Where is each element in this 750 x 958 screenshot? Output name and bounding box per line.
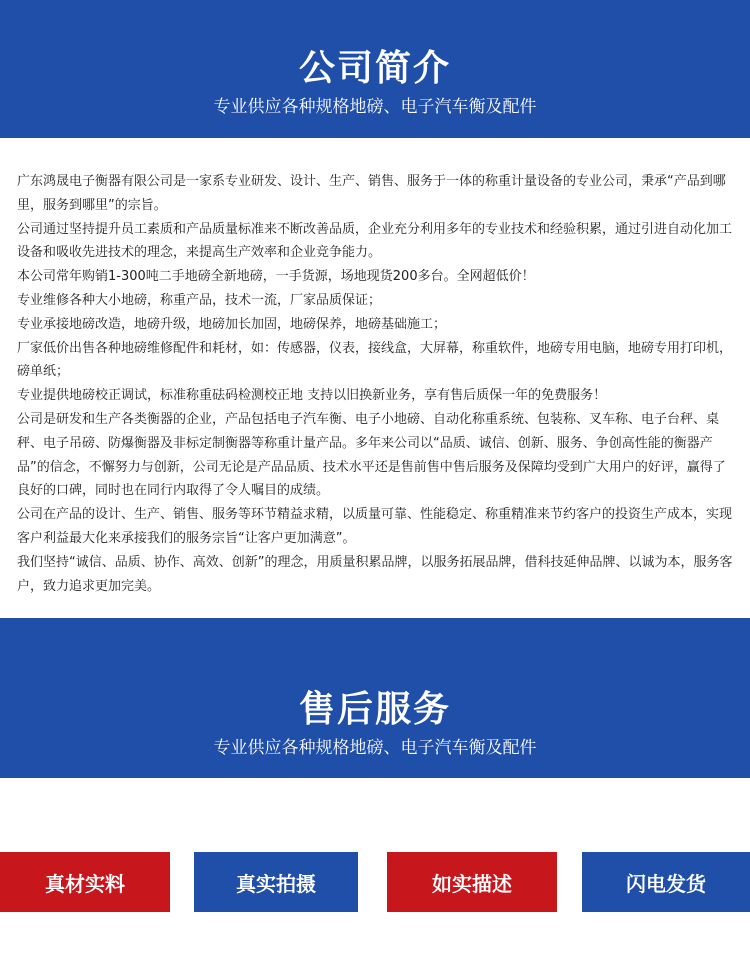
intro-paragraph: 公司是研发和生产各类衡器的企业，产品包括电子汽车衡、电子小地磅、自动化称重系统、包装称、叉车称、电子台秤、桌秤、电子吊磅、防爆衡器及非标定制衡器等称重计量产品。多年来公司以“品质、诚信、创新、服务、争创高性能的衡器产品”的信念，不懈努力与创新，公司无论是产品品质、技术水平还是售前售中售后服务及保障均受到广大用户的好评，赢得了良好的口碑，同时也在同行内取得了令人嘱目的成绩。 — [17, 411, 726, 499]
intro-subtitle: 专业供应各种规格地磅、电子汽车衡及配件 — [213, 97, 537, 117]
company-intro-text — [17, 170, 733, 598]
intro-paragraph: 我们坚持“诚信、品质、协作、高效、创新”的理念，用质量积累品牌，以服务拓展品牌，借科技延伸品牌、以诚为本，服务客户，致力追求更加完美。 — [17, 554, 733, 594]
intro-paragraph: 本公司常年购销1-300吨二手地磅全新地磅，一手货源，场地现货200多台。全网超低价！ — [17, 269, 535, 285]
intro-paragraph: 厂家低价出售各种地磅维修配件和耗材，如：传感器，仪表，接线盒，大屏幕，称重软件，地磅专用电脑，地磅专用打印机，磅单纸； — [17, 340, 733, 380]
real-photos-button[interactable]: 真实拍摄 — [194, 852, 358, 912]
intro-paragraph: 专业提供地磅校正调试，标准称重砝码检测校正地 支持以旧换新业务，享有售后质保一年的免费服务！ — [17, 388, 607, 404]
fast-shipping-button[interactable]: 闪电发货 — [582, 852, 750, 912]
intro-banner — [0, 0, 750, 138]
intro-paragraph: 专业承接地磅改造，地磅升级，地磅加长加固，地磅保养，地磅基础施工； — [17, 316, 447, 332]
genuine-materials-button[interactable]: 真材实料 — [0, 852, 170, 912]
service-subtitle: 专业供应各种规格地磅、电子汽车衡及配件 — [213, 738, 537, 758]
intro-paragraph: 公司在产品的设计、生产、销售、服务等环节精益求精，以质量可靠、性能稳定、称重精准来节约客户的投资生产成本，实现客户利益最大化来承接我们的服务宗旨“让客户更加满意”。 — [17, 507, 733, 546]
intro-paragraph: 广东鸿晟电子衡器有限公司是一家系专业研发、设计、生产、销售、服务于一体的称重计量设备的专业公司，秉承“产品到哪里，服务到哪里”的宗旨。 — [17, 174, 726, 213]
intro-title: 公司简介 — [298, 48, 451, 89]
service-title: 售后服务 — [298, 689, 451, 730]
feature-button-row — [0, 852, 750, 912]
intro-paragraph: 公司通过坚持提升员工素质和产品质量标准来不断改善品质，企业充分利用多年的专业技术和经验积累，通过引进自动化加工设备和吸收先进技术的理念，来提高生产效率和企业竞争能力。 — [17, 221, 733, 261]
intro-paragraph: 专业维修各种大小地磅，称重产品，技术一流，厂家品质保证； — [17, 292, 382, 308]
accurate-description-button[interactable]: 如实描述 — [387, 852, 557, 912]
service-banner — [0, 618, 750, 778]
